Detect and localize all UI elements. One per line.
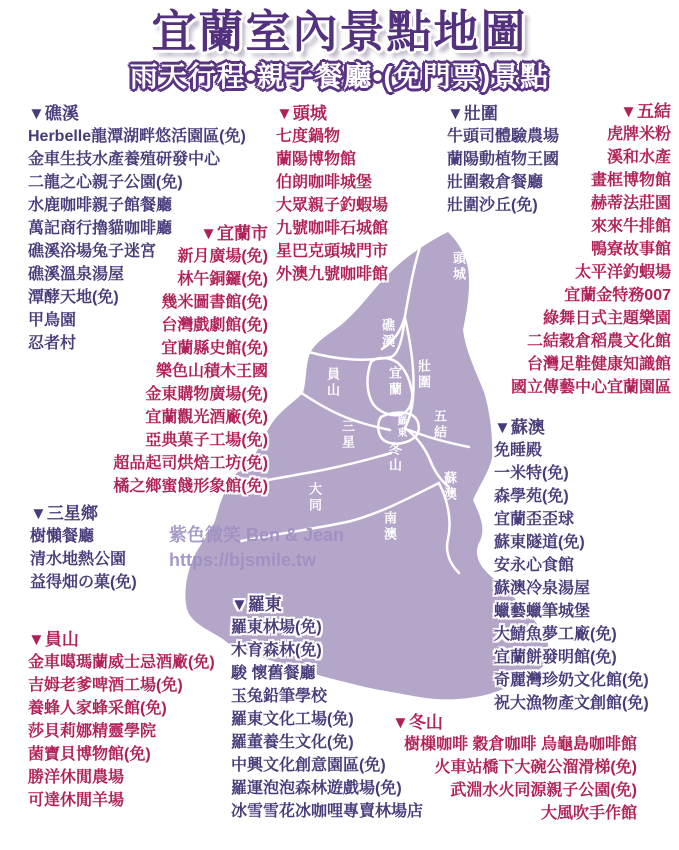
- section-header: ▼礁溪: [28, 104, 79, 123]
- list-item: 赫蒂法莊園: [590, 195, 671, 212]
- list-item: 免睡殿: [494, 442, 543, 459]
- section-header: ▼頭城: [276, 104, 327, 123]
- list-item: 幾米圖書館(免): [161, 294, 268, 311]
- section-header: ▼羅東: [231, 595, 282, 614]
- section-header: ▼五結: [620, 102, 671, 121]
- section-items: [276, 125, 388, 286]
- list-item: 蘇澳冷泉湯屋: [494, 580, 591, 597]
- map-label-yilan: 宜蘭: [387, 366, 402, 398]
- list-item: 橘之鄉蜜餞形象館(免): [113, 478, 268, 495]
- list-item: 畫框博物館: [590, 172, 671, 189]
- list-item: 甲鳥園: [28, 312, 77, 329]
- section-sanxing: [30, 502, 137, 594]
- list-item: 羅東文化工場(免): [231, 711, 354, 728]
- list-item: 羅東林場(免): [231, 619, 322, 636]
- list-item: 大風吹手作館: [540, 805, 637, 822]
- list-item: 來來牛排館: [590, 218, 671, 235]
- list-item: 新月廣場(免): [177, 248, 268, 265]
- section-header: ▼蘇澳: [494, 418, 545, 437]
- section-header: ▼員山: [28, 630, 79, 649]
- map-label-suao: 蘇澳: [442, 471, 457, 503]
- section-header: ▼冬山: [392, 713, 443, 732]
- list-item: 玉兔鉛筆學校: [231, 688, 328, 705]
- list-item: 水鹿咖啡親子館餐廳: [28, 197, 173, 214]
- list-item: 森學苑(免): [494, 488, 569, 505]
- list-item: 羅運泡泡森林遊戲場(免): [231, 780, 402, 797]
- list-item: 莎貝莉娜精靈學院: [28, 723, 157, 740]
- list-item: 忍者村: [28, 335, 77, 352]
- map-label-dongshan: 冬山: [387, 442, 402, 474]
- list-item: 可達休閒羊場: [28, 792, 125, 809]
- section-luodong: [231, 593, 423, 823]
- list-item: 樹樔咖啡 穀倉咖啡 烏龜島咖啡館: [404, 736, 637, 753]
- list-item: 七度鍋物: [276, 128, 341, 145]
- list-item: 星巴克頭城門市: [276, 243, 389, 260]
- list-item: 菌寶貝博物館(免): [28, 746, 151, 763]
- list-item: 國立傳藝中心宜蘭園區: [510, 379, 671, 396]
- watermark-url: https://bjsmile.tw: [169, 550, 317, 570]
- section-items: [511, 123, 671, 399]
- section-yilan-city: [113, 222, 268, 498]
- list-item: 礁溪浴場兔子迷宮: [28, 243, 157, 260]
- section-items: [30, 525, 137, 594]
- page-title: 宜蘭室內景點地圖: [151, 6, 528, 57]
- page-subtitle: 雨天行程•親子餐廳•(免門票)景點: [129, 61, 550, 92]
- section-items: [494, 439, 649, 715]
- map-label-wujie: 五結: [432, 409, 447, 441]
- list-item: 壯圍沙丘(免): [447, 197, 538, 214]
- section-dongshan-header: [392, 711, 443, 734]
- list-item: 祝大漁物產文創館(免): [494, 695, 649, 712]
- list-item: 大眾親子釣蝦場: [276, 197, 389, 214]
- list-item: 伯朗咖啡城堡: [276, 174, 373, 191]
- section-items: [113, 245, 268, 498]
- list-item: 牛頭司體驗農場: [447, 128, 560, 145]
- list-item: 宜蘭縣史館(免): [161, 340, 268, 357]
- list-item: 樂色山積木王國: [155, 363, 268, 380]
- list-item: 金車噶瑪蘭威士忌酒廠(免): [28, 654, 215, 671]
- map-label-sanxing: 三星: [340, 419, 355, 451]
- list-item: 金車生技水產養殖研發中心: [28, 151, 221, 168]
- list-item: 火車站橋下大碗公溜滑梯(免): [434, 759, 637, 776]
- list-item: Herbelle龍潭湖畔悠活園區(免): [28, 128, 246, 145]
- list-item: 蘭陽博物館: [276, 151, 357, 168]
- map-label-zhuangwei: 壯圍: [416, 359, 431, 391]
- section-items: [404, 733, 637, 825]
- section-header: ▼宜蘭市: [200, 224, 268, 243]
- section-header: ▼三星鄉: [30, 504, 98, 523]
- section-wujie: [511, 100, 671, 399]
- list-item: 養蜂人家蜂采館(免): [28, 700, 167, 717]
- list-item: 台灣戲劇館(免): [161, 317, 268, 334]
- list-item: 勝洋休閒農場: [28, 769, 125, 786]
- list-item: 亞典菓子工場(免): [145, 432, 268, 449]
- list-item: 清水地熱公園: [30, 551, 127, 568]
- list-item: 太平洋釣蝦場: [574, 264, 671, 281]
- list-item: 益得畑の菓(免): [30, 574, 137, 591]
- list-item: 羅董養生文化(免): [231, 734, 354, 751]
- list-item: 二結穀倉稻農文化館: [526, 333, 671, 350]
- list-item: 宜蘭歪歪球: [494, 511, 575, 528]
- list-item: 奇麗灣珍奶文化館(免): [494, 672, 649, 689]
- list-item: 宜蘭觀光酒廠(免): [145, 409, 268, 426]
- list-item: 虎牌米粉: [606, 126, 671, 143]
- list-item: 中興文化創意園區(免): [231, 757, 386, 774]
- header-area: [0, 6, 679, 94]
- list-item: 金東購物廣場(免): [145, 386, 268, 403]
- list-item: 二龍之心親子公園(免): [28, 174, 183, 191]
- map-label-yuanshan: 員山: [325, 367, 340, 399]
- section-dongshan: [404, 733, 637, 825]
- list-item: 駿 懷舊餐廳: [231, 665, 316, 682]
- list-item: 吉姆老爹啤酒工場(免): [28, 677, 183, 694]
- map-label-datong: 大同: [307, 482, 322, 514]
- list-item: 外澳九號咖啡館: [276, 266, 389, 283]
- list-item: 安永心食館: [494, 557, 575, 574]
- list-item: 樹懶餐廳: [30, 528, 95, 545]
- list-item: 萬記商行擼貓咖啡廳: [28, 220, 173, 237]
- section-yuanshan: [28, 628, 215, 812]
- list-item: 九號咖啡石城館: [276, 220, 389, 237]
- list-item: 宜蘭金特務007: [564, 287, 671, 304]
- list-item: 溪和水產: [606, 149, 671, 166]
- map-label-jiaoxi: 礁溪: [380, 318, 395, 350]
- section-toucheng: [276, 102, 388, 286]
- list-item: 潭酵天地(免): [28, 289, 119, 306]
- list-item: 武淵水火同源親子公園(免): [450, 782, 637, 799]
- list-item: 木育森林(免): [231, 642, 322, 659]
- list-item: 宜蘭餅發明館(免): [494, 649, 617, 666]
- map-label-toucheng: 頭城: [451, 251, 466, 283]
- list-item: 礁溪溫泉湯屋: [28, 266, 125, 283]
- list-item: 壯圍穀倉餐廳: [447, 174, 544, 191]
- list-item: 冰雪雪花冰咖哩專賣林場店: [231, 803, 424, 820]
- section-header: ▼壯圍: [447, 104, 498, 123]
- map-label-nanao: 南澳: [382, 511, 397, 543]
- list-item: 蠟藝蠟筆城堡: [494, 603, 591, 620]
- list-item: 台灣足鞋健康知識館: [526, 356, 671, 373]
- map-label-luodong: 羅東: [395, 415, 406, 439]
- list-item: 林午銅鑼(免): [177, 271, 268, 288]
- watermark-author: 紫色微笑 Ben & Jean: [169, 525, 345, 545]
- list-item: 蘭陽動植物王國: [447, 151, 560, 168]
- list-item: 超品起司烘焙工坊(免): [113, 455, 268, 472]
- list-item: 一米特(免): [494, 465, 569, 482]
- section-suao: [494, 416, 649, 715]
- list-item: 綠舞日式主題樂園: [542, 310, 671, 327]
- section-items: [28, 651, 215, 812]
- list-item: 大鯖魚夢工廠(免): [494, 626, 617, 643]
- watermark: [169, 523, 344, 573]
- list-item: 鴨寮故事館: [590, 241, 671, 258]
- list-item: 蘇東隧道(免): [494, 534, 585, 551]
